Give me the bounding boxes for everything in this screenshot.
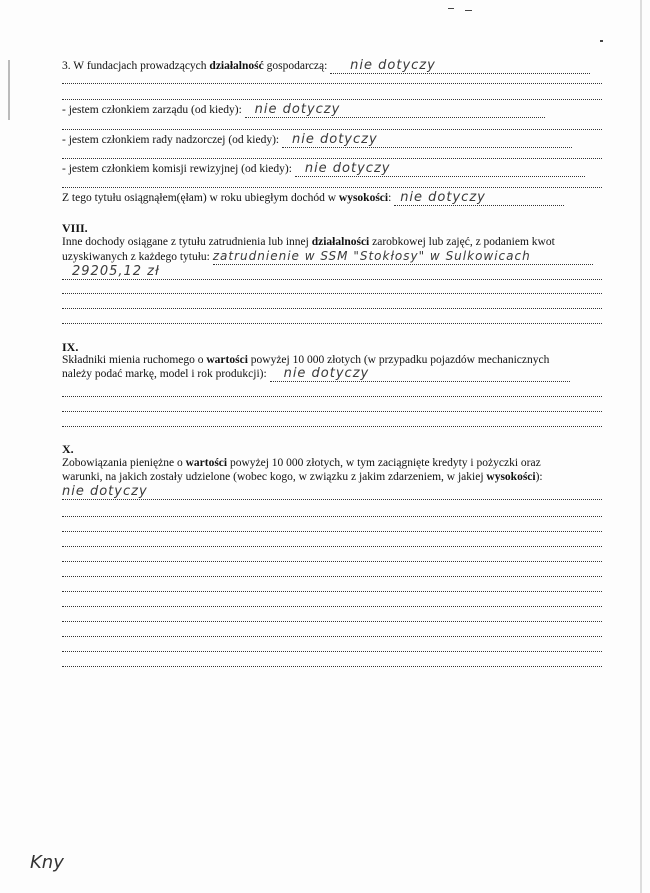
dotted-line bbox=[62, 560, 602, 562]
handwritten-answer: nie dotyczy bbox=[283, 367, 370, 381]
dotted-line bbox=[62, 186, 602, 188]
dotted-line bbox=[62, 545, 602, 547]
income-line: Z tego tytułu osiągnąłem(ęłam) w roku ubiegłym dochód w wysokości: nie dotyczy bbox=[62, 191, 602, 206]
section-viii-text-2: uzyskiwanych z każdego tytułu: zatrudnienie w SSM "Stokłosy" w Sulkowicach bbox=[62, 249, 602, 265]
section-ix-text: Składniki mienia ruchomego o wartości powyżej 10 000 złotych (w przypadku pojazdów mechanicznych bbox=[62, 354, 550, 366]
dotted-line bbox=[62, 590, 602, 592]
dotted-line bbox=[62, 292, 602, 294]
scan-speck bbox=[465, 10, 472, 11]
dotted-line bbox=[62, 82, 602, 84]
foundation-activity-line: 3. W fundacjach prowadzących działalność gospodarczą: nie dotyczy bbox=[62, 59, 602, 74]
handwritten-answer: 29205,12 zł bbox=[72, 265, 160, 279]
handwritten-answer: nie dotyczy bbox=[400, 191, 486, 205]
supervisory-board-line: - jestem członkiem rady nadzorczej (od kiedy): nie dotyczy bbox=[62, 133, 602, 148]
scan-speck bbox=[448, 8, 454, 9]
handwritten-answer: nie dotyczy bbox=[304, 162, 391, 176]
scan-edge bbox=[8, 60, 10, 120]
dotted-line bbox=[62, 128, 602, 130]
dotted-line bbox=[62, 605, 602, 607]
dotted-line bbox=[62, 98, 602, 100]
dotted-line bbox=[62, 635, 602, 637]
dotted-line bbox=[62, 425, 602, 427]
section-viii-text: Inne dochody osiągane z tytułu zatrudnienia lub innej działalności zarobkowej lub zajęć, z podaniem kwot bbox=[62, 236, 555, 248]
section-x-answer bbox=[62, 485, 602, 500]
dotted-line bbox=[62, 307, 602, 309]
audit-committee-line: - jestem członkiem komisji rewizyjnej (od kiedy): nie dotyczy bbox=[62, 162, 602, 177]
dotted-line bbox=[62, 515, 602, 517]
dotted-line bbox=[62, 395, 602, 397]
handwritten-answer: zatrudnienie w SSM "Stokłosy" w Sulkowicach bbox=[212, 249, 531, 263]
section-x-text-2: warunki, na jakich zostały udzielone (wobec kogo, w związku z jakim zdarzeniem, w jakiej wysokości): bbox=[62, 471, 543, 483]
dotted-line bbox=[62, 665, 602, 667]
handwritten-signature: Kny bbox=[30, 852, 64, 873]
handwritten-answer: nie dotyczy bbox=[292, 133, 378, 147]
handwritten-answer: nie dotyczy bbox=[350, 59, 436, 73]
section-viii-amount bbox=[62, 265, 602, 280]
handwritten-answer: nie dotyczy bbox=[62, 485, 148, 499]
dotted-line bbox=[62, 157, 602, 159]
dotted-line bbox=[62, 650, 602, 652]
dotted-line bbox=[62, 575, 602, 577]
board-member-line: - jestem członkiem zarządu (od kiedy): nie dotyczy bbox=[62, 103, 602, 118]
section-viii-title: VIII. bbox=[62, 221, 88, 235]
scan-speck bbox=[600, 40, 603, 42]
section-x-title: X. bbox=[62, 442, 74, 456]
dotted-line bbox=[62, 530, 602, 532]
dotted-line bbox=[62, 620, 602, 622]
section-x-text: Zobowiązania pieniężne o wartości powyżej 10 000 złotych, w tym zaciągnięte kredyty i pożyczki oraz bbox=[62, 457, 541, 469]
section-ix-text-2: należy podać markę, model i rok produkcji): nie dotyczy bbox=[62, 367, 602, 382]
handwritten-answer: nie dotyczy bbox=[254, 103, 341, 117]
scan-edge bbox=[640, 0, 642, 893]
section-ix-title: IX. bbox=[62, 340, 79, 354]
dotted-line bbox=[62, 322, 602, 324]
dotted-line bbox=[62, 410, 602, 412]
